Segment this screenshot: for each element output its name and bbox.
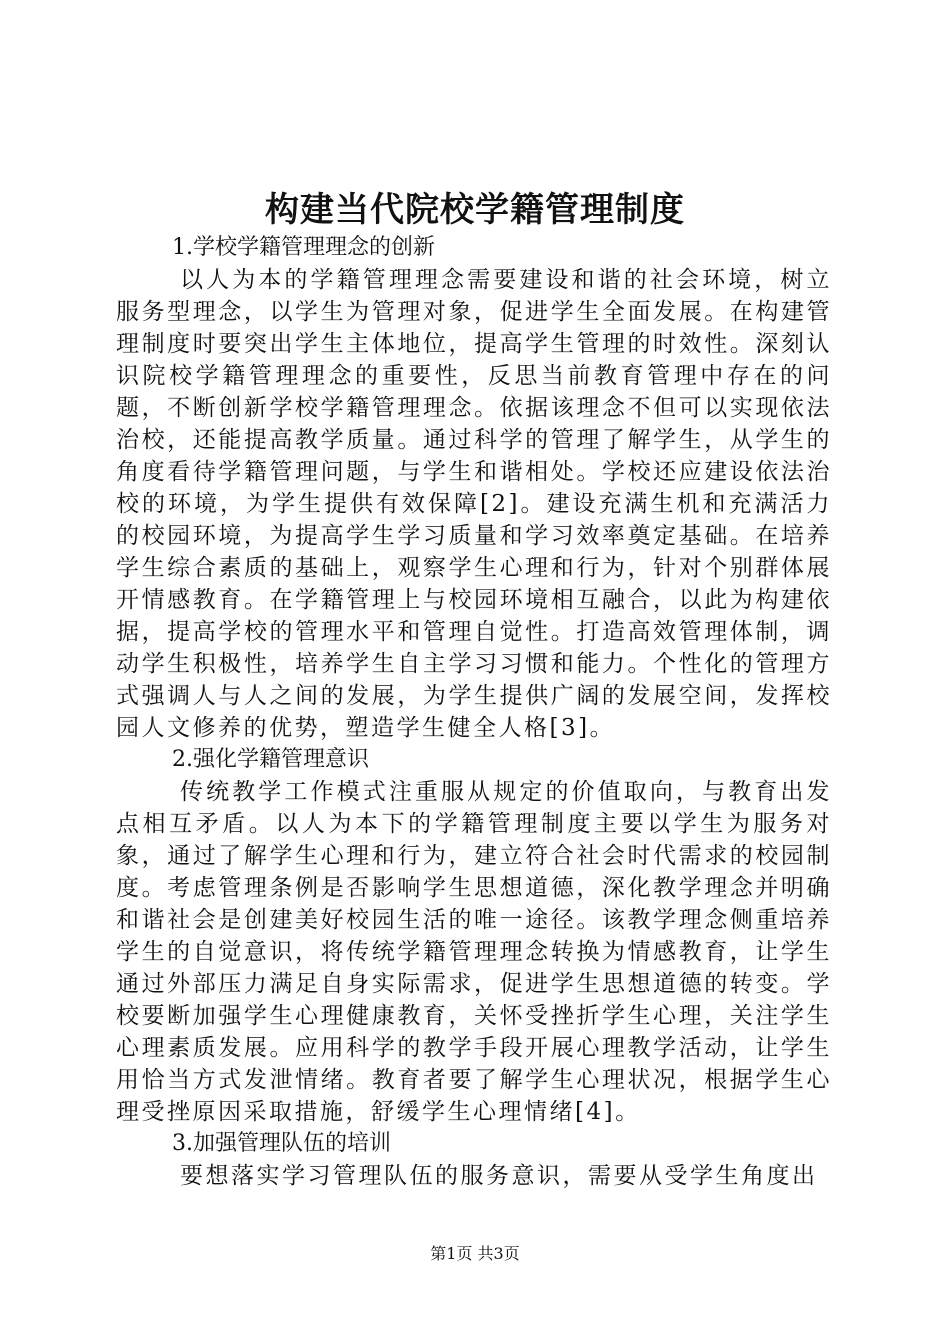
document-title: 构建当代院校学籍管理制度: [265, 190, 685, 230]
section-paragraph-1: 以人为本的学籍管理理念需要建设和谐的社会环境，树立服务型理念，以学生为管理对象，促进学生全面发展。在构建管理制度时要突出学生主体地位，提高学生管理的时效性。深刻认识院校学籍管理理念的重要性，反思当前教育管理中存在的问题，不断创新学校学籍管理理念。依据该理念不但可以实现依法治校，还能提高教学质量。通过科学的管理了解学生，从学生的角度看待学籍管理问题，与学生和谐相处。学校还应建设依法治校的环境，为学生提供有效保障[2]。建设充满生机和充满活力的校园环境，为提高学生学习质量和学习效率奠定基础。在培养学生综合素质的基础上，观察学生心理和行为，针对个别群体展开情感教育。在学籍管理上与校园环境相互融合，以此为构建依据，提高学校的管理水平和管理自觉性。打造高效管理体制，调动学生积极性，培养学生自主学习习惯和能力。个性化的管理方式强调人与人之间的发展，为学生提供广阔的发展空间，发挥校园人文修养的优势，塑造学生健全人格[3]。: [116, 267, 832, 741]
section-paragraph-2: 传统教学工作模式注重服从规定的价值取向，与教育出发点相互矛盾。以人为本下的学籍管理制度主要以学生为服务对象，通过了解学生心理和行为，建立符合社会时代需求的校园制度。考虑管理条例是否影响学生思想道德，深化教学理念并明确和谐社会是创建美好校园生活的唯一途径。该教学理念侧重培养学生的自觉意识，将传统学籍管理理念转换为情感教育，让学生通过外部压力满足自身实际需求，促进学生思想道德的转变。学校要断加强学生心理健康教育，关怀受挫折学生心理，关注学生心理素质发展。应用科学的教学手段开展心理教学活动，让学生用恰当方式发泄情绪。教育者要了解学生心理状况，根据学生心理受挫原因采取措施，舒缓学生心理情绪[4]。: [116, 779, 832, 1125]
section-heading-1: 1.学校学籍管理理念的创新: [172, 235, 435, 260]
document-body: [116, 232, 832, 1192]
section-paragraph-3: 要想落实学习管理队伍的服务意识，需要从受学生角度出: [180, 1163, 818, 1189]
page-footer: 第1页 共3页: [430, 1244, 520, 1263]
section-heading-2: 2.强化学籍管理意识: [172, 747, 369, 772]
section-heading-3: 3.加强管理队伍的培训: [172, 1131, 391, 1156]
